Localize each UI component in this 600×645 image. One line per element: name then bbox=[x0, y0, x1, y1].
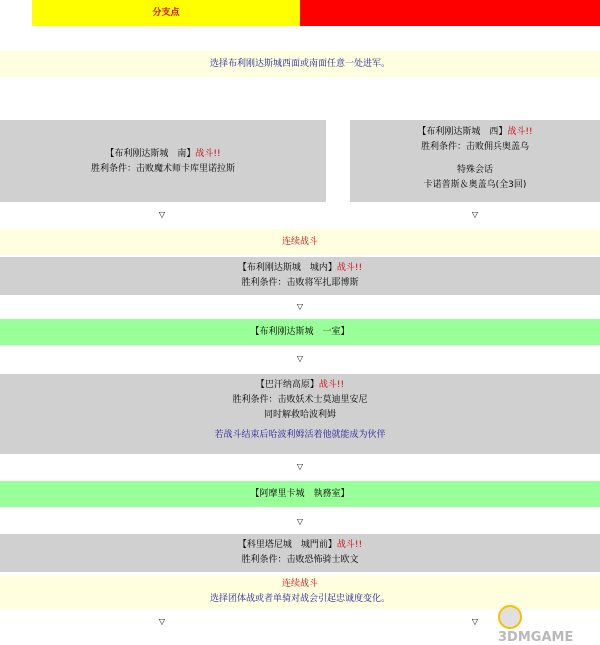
south-title-line bbox=[0, 147, 326, 162]
gate-title: 【科里塔尼城 城門前】 bbox=[237, 540, 337, 550]
south-condition: 胜利条件：击败魔术师卡库里诺拉斯 bbox=[90, 164, 235, 174]
castle-inner-title-line bbox=[0, 261, 600, 276]
arrow-left-bottom: ▽ bbox=[158, 617, 166, 626]
arrow-2: ▽ bbox=[296, 302, 304, 311]
plateau-battle: 战斗!! bbox=[318, 380, 345, 390]
plateau-note: 若战斗结束后哈波利姆活着他就能成为伙伴 bbox=[214, 430, 386, 440]
arrow-3: ▽ bbox=[296, 354, 304, 363]
office-banner bbox=[0, 481, 600, 507]
plateau-battle-box bbox=[0, 374, 600, 454]
castle-inner-box bbox=[0, 257, 600, 295]
office-label: 【阿摩里卡城 執務室】 bbox=[250, 489, 350, 499]
watermark bbox=[498, 606, 598, 645]
arrow-5: ▽ bbox=[296, 517, 304, 526]
continuous-battle-label-1: 连续战斗 bbox=[281, 237, 318, 247]
continuous-battle-banner-2 bbox=[0, 575, 600, 609]
watermark-text: 3DMGAME bbox=[498, 630, 574, 645]
arrow-4: ▽ bbox=[296, 462, 304, 471]
arrow-right-bottom: ▽ bbox=[471, 617, 479, 626]
gate-battle-box bbox=[0, 534, 600, 572]
plateau-title-line bbox=[0, 378, 600, 393]
gate-condition: 胜利条件：击败恐怖骑士欧文 bbox=[241, 555, 359, 565]
gate-title-line bbox=[0, 538, 600, 553]
south-battle: 战斗!! bbox=[195, 149, 221, 159]
south-title: 【布利刚达斯城 南】 bbox=[105, 149, 196, 159]
intro-text: 选择布利刚达斯城西面或南面任意一处进军。 bbox=[209, 59, 390, 69]
west-title-line bbox=[350, 125, 600, 140]
west-battle: 战斗!! bbox=[507, 127, 533, 137]
castle-room-label: 【布利刚达斯城 一室】 bbox=[250, 327, 350, 337]
continuous-battle-label-2: 连续战斗 bbox=[281, 579, 318, 589]
castle-room-banner bbox=[0, 319, 600, 345]
arrow-right-1: ▽ bbox=[471, 210, 479, 219]
watermark-logo-icon bbox=[498, 605, 522, 629]
west-battle-box bbox=[350, 120, 600, 202]
west-title: 【布利刚达斯城 西】 bbox=[417, 127, 508, 137]
intro-banner bbox=[0, 51, 600, 77]
plateau-condition-2: 同时解救哈波利姆 bbox=[263, 410, 336, 420]
west-special: 特殊会话 bbox=[456, 165, 493, 175]
plateau-condition: 胜利条件：击败妖术士莫迪里安尼 bbox=[232, 395, 368, 405]
south-battle-box bbox=[0, 120, 326, 202]
branch-point-header bbox=[32, 0, 300, 26]
branch-point-label: 分支点 bbox=[152, 8, 180, 18]
gate-battle: 战斗!! bbox=[336, 540, 363, 550]
castle-inner-battle: 战斗!! bbox=[336, 263, 363, 273]
castle-inner-title: 【布利刚达斯城 城内】 bbox=[237, 263, 337, 273]
continuous-battle-note: 选择团体战或者单骑对战会引起忠诚度变化。 bbox=[209, 594, 390, 604]
header-red-block bbox=[300, 0, 600, 26]
west-condition: 胜利条件：击败佣兵奥盖乌 bbox=[420, 142, 529, 152]
continuous-battle-banner-1 bbox=[0, 229, 600, 255]
arrow-left-1: ▽ bbox=[158, 210, 166, 219]
plateau-title: 【巴汗纳高原】 bbox=[255, 380, 319, 390]
west-special-detail: 卡诺普斯＆奥盖乌(全3回) bbox=[423, 180, 527, 190]
castle-inner-condition: 胜利条件：击败将军扎耶博斯 bbox=[241, 278, 359, 288]
